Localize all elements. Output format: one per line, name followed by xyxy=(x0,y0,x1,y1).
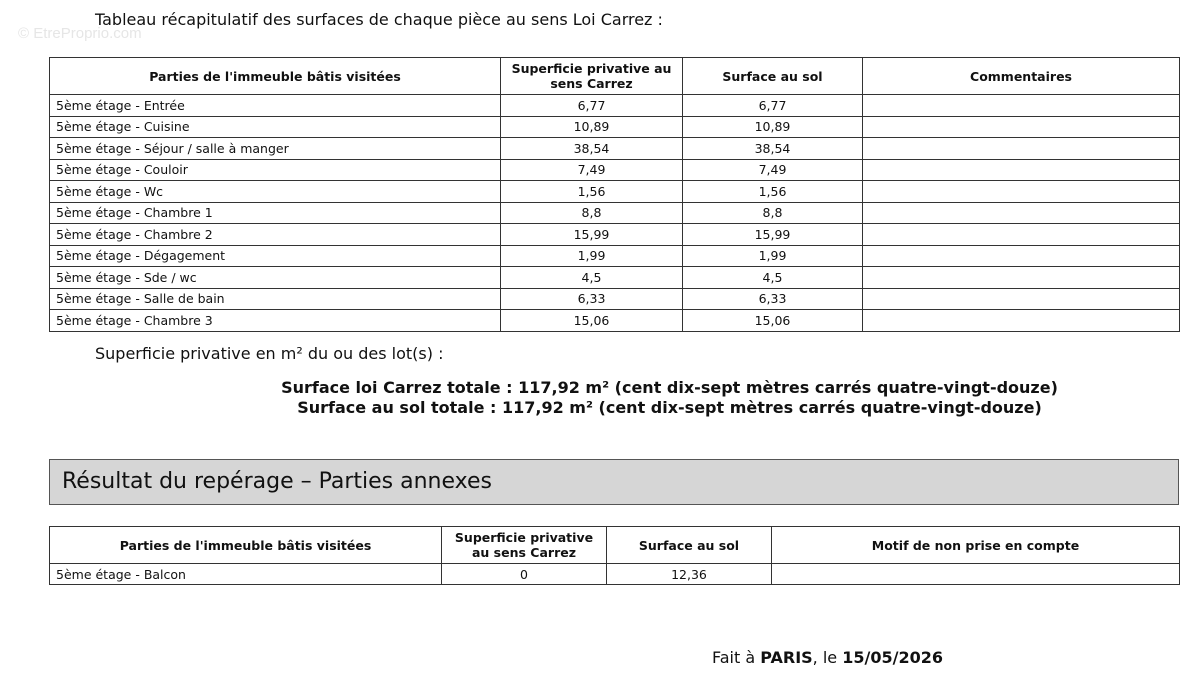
cell-comment xyxy=(863,138,1180,160)
cell-carrez: 1,99 xyxy=(501,245,683,267)
cell-carrez: 15,99 xyxy=(501,224,683,246)
annex-section-header xyxy=(49,459,1179,505)
table-row xyxy=(50,95,1180,117)
table-row xyxy=(50,181,1180,203)
cell-sol: 10,89 xyxy=(683,116,863,138)
cell-carrez: 7,49 xyxy=(501,159,683,181)
cell-sol: 15,06 xyxy=(683,310,863,332)
privative-surface-line: Superficie privative en m² du ou des lot(s) : xyxy=(95,344,444,363)
watermark: © EtreProprio.com xyxy=(18,25,142,42)
cell-comment xyxy=(863,116,1180,138)
signoff xyxy=(712,648,943,667)
totals-block xyxy=(49,378,1200,418)
cell-room: 5ème étage - Séjour / salle à manger xyxy=(50,138,501,160)
cell-motif xyxy=(772,564,1180,585)
cell-comment xyxy=(863,224,1180,246)
table-row xyxy=(50,138,1180,160)
cell-comment xyxy=(863,202,1180,224)
table-header-row xyxy=(50,58,1180,95)
cell-carrez: 38,54 xyxy=(501,138,683,160)
table-row xyxy=(50,245,1180,267)
cell-carrez: 6,77 xyxy=(501,95,683,117)
cell-carrez: 6,33 xyxy=(501,288,683,310)
cell-sol: 1,99 xyxy=(683,245,863,267)
cell-room: 5ème étage - Salle de bain xyxy=(50,288,501,310)
cell-room: 5ème étage - Cuisine xyxy=(50,116,501,138)
header-parties: Parties de l'immeuble bâtis visitées xyxy=(50,58,501,95)
total-carrez: Surface loi Carrez totale : 117,92 m² (cent dix-sept mètres carrés quatre-vingt-douze) xyxy=(281,378,1058,397)
cell-room: 5ème étage - Chambre 3 xyxy=(50,310,501,332)
signoff-city: PARIS xyxy=(760,648,813,667)
table-row xyxy=(50,116,1180,138)
cell-sol: 1,56 xyxy=(683,181,863,203)
cell-room: 5ème étage - Wc xyxy=(50,181,501,203)
cell-comment xyxy=(863,95,1180,117)
total-sol: Surface au sol totale : 117,92 m² (cent dix-sept mètres carrés quatre-vingt-douze) xyxy=(297,398,1042,417)
cell-room: 5ème étage - Couloir xyxy=(50,159,501,181)
cell-sol: 6,33 xyxy=(683,288,863,310)
cell-comment xyxy=(863,245,1180,267)
cell-room: 5ème étage - Chambre 2 xyxy=(50,224,501,246)
header-superficie-carrez: Superficie privative au sens Carrez xyxy=(501,58,683,95)
header-commentaires: Commentaires xyxy=(863,58,1180,95)
cell-carrez: 4,5 xyxy=(501,267,683,289)
cell-carrez: 10,89 xyxy=(501,116,683,138)
table-heading: Tableau récapitulatif des surfaces de chaque pièce au sens Loi Carrez : xyxy=(95,10,663,29)
table-row xyxy=(50,224,1180,246)
section-title: Résultat du repérage – Parties annexes xyxy=(62,469,492,494)
cell-comment xyxy=(863,181,1180,203)
signoff-middle: , le xyxy=(812,648,843,667)
signoff-prefix: Fait à xyxy=(712,648,761,667)
cell-carrez: 15,06 xyxy=(501,310,683,332)
cell-room: 5ème étage - Entrée xyxy=(50,95,501,117)
cell-comment xyxy=(863,288,1180,310)
signoff-date: 15/05/2026 xyxy=(842,648,943,667)
cell-room: 5ème étage - Balcon xyxy=(50,564,442,585)
cell-carrez: 1,56 xyxy=(501,181,683,203)
cell-room: 5ème étage - Chambre 1 xyxy=(50,202,501,224)
header-motif: Motif de non prise en compte xyxy=(772,527,1180,564)
carrez-surface-table xyxy=(49,57,1180,332)
table-row xyxy=(50,288,1180,310)
cell-comment xyxy=(863,310,1180,332)
cell-comment xyxy=(863,159,1180,181)
cell-sol: 38,54 xyxy=(683,138,863,160)
header-surface-sol: Surface au sol xyxy=(607,527,772,564)
table-row xyxy=(50,564,1180,585)
cell-room: 5ème étage - Sde / wc xyxy=(50,267,501,289)
cell-sol: 8,8 xyxy=(683,202,863,224)
header-parties: Parties de l'immeuble bâtis visitées xyxy=(50,527,442,564)
cell-comment xyxy=(863,267,1180,289)
cell-sol: 15,99 xyxy=(683,224,863,246)
cell-sol: 4,5 xyxy=(683,267,863,289)
annex-surface-table xyxy=(49,526,1180,585)
cell-room: 5ème étage - Dégagement xyxy=(50,245,501,267)
table-header-row xyxy=(50,527,1180,564)
table-row xyxy=(50,267,1180,289)
table-row xyxy=(50,159,1180,181)
cell-sol: 6,77 xyxy=(683,95,863,117)
cell-sol: 12,36 xyxy=(607,564,772,585)
cell-carrez: 8,8 xyxy=(501,202,683,224)
cell-carrez: 0 xyxy=(442,564,607,585)
header-surface-sol: Surface au sol xyxy=(683,58,863,95)
table-row xyxy=(50,202,1180,224)
cell-sol: 7,49 xyxy=(683,159,863,181)
header-superficie-carrez: Superficie privative au sens Carrez xyxy=(442,527,607,564)
table-row xyxy=(50,310,1180,332)
